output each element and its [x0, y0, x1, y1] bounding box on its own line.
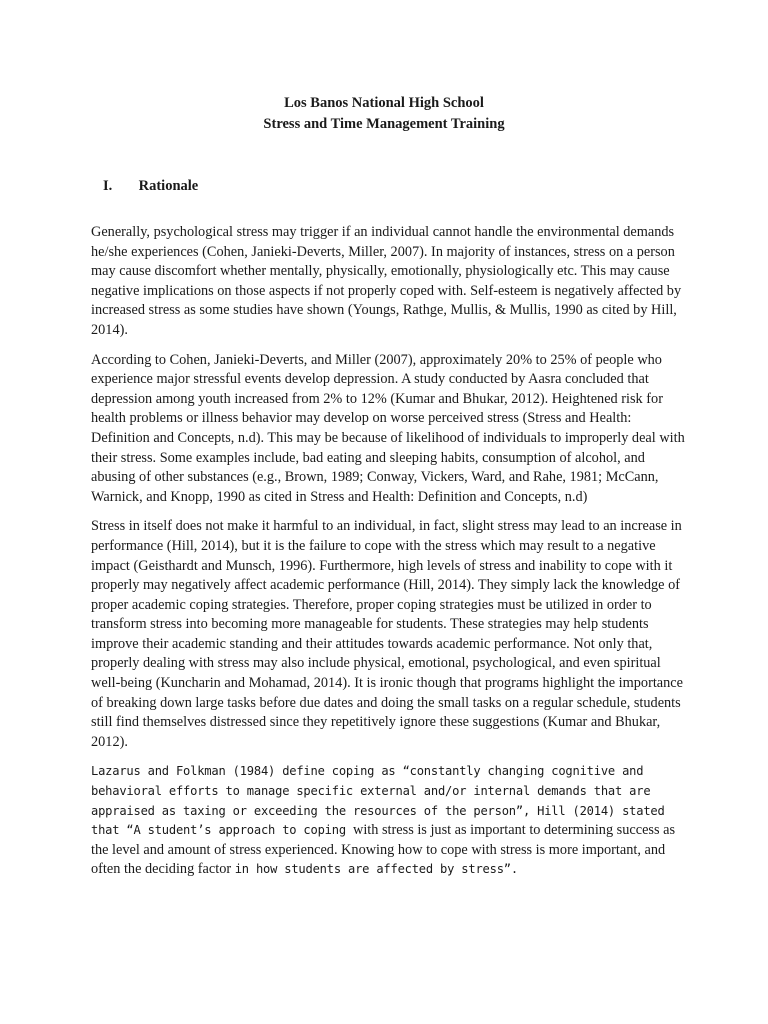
section-title: Rationale: [138, 178, 199, 194]
paragraph-4: [91, 762, 691, 880]
paragraph-3: Stress in itself does not make it harmful to an individual, in fact, slight stress may lead to an increase in performance (Hill, 2014), but it is the failure to cope with the stress which may result to a negative impact (Geisthardt and Munsch, 1996). Furthermore, high levels of stress and inability to cope with it properly may negatively affect academic performance (Hill, 2014). They simply lack the knowledge of proper academic coping strategies. Therefore, proper coping strategies must be utilized in order to transform stress into becoming more manageable for students. These strategies may help students improve their academic standing and their attitudes towards academic performance. Not only that, properly dealing with stress may also include physical, emotional, psychological, and even spiritual well-being (Kuncharin and Mohamad, 2014). It is ironic though that programs highlight the importance of breaking down large tasks before due dates and doing the small tasks on a regular schedule, students still find themselves distressed since they repetitively ignore these suggestions (Kumar and Bhukar, 2012).: [91, 518, 683, 750]
section-number: I.: [103, 178, 113, 194]
body-text: [91, 223, 691, 890]
paragraph-1: Generally, psychological stress may trigger if an individual cannot handle the environmental demands he/she experiences (Cohen, Janieki-Deverts, Miller, 2007). In majority of instances, stress on a person may cause discomfort whether mentally, physically, emotionally, physiologically etc. This may cause negative implications on those aspects if not properly coped with. Self-esteem is negatively affected by increased stress as some studies have shown (Youngs, Rathge, Mullis, & Mullis, 1990 as cited by Hill, 2014).: [91, 224, 682, 338]
paragraph-4-part-1: Lazarus and Folkman (1984) define coping as “constantly changing cognitive and behavioral efforts to manage specific external and/or internal demands that are appraised as taxing or exceeding the resources of the person”, Hill (2014) stated that “A student’s approach to coping: [91, 764, 665, 838]
paragraph-4-part-3: in how students are affected by stress”.: [234, 862, 518, 877]
school-name: Los Banos National High School: [284, 95, 484, 111]
document-header: [0, 93, 768, 135]
section-heading: [103, 176, 198, 196]
paragraph-2: According to Cohen, Janieki-Deverts, and Miller (2007), approximately 20% to 25% of people who experience major stressful events develop depression. A study conducted by Aasra concluded that depression among youth increased from 2% to 12% (Kumar and Bhukar, 2012). Heightened risk for health problems or illness behavior may develop on worse perceived stress (Stress and Health: Definition and Concepts, n.d). This may be because of likelihood of individuals to improperly deal with their stress. Some examples include, bad eating and sleeping habits, consumption of alcohol, and abusing of other substances (e.g., Brown, 1989; Conway, Vickers, Ward, and Rahe, 1981; McCann, Warnick, and Knopp, 1990 as cited in Stress and Health: Definition and Concepts, n.d): [91, 351, 685, 505]
paragraph-4-part-2: with stress is just as important to determining success as the level and amount of stress experienced. Knowing how to cope with stress is more important, and often the deciding factor: [91, 822, 676, 878]
training-title: Stress and Time Management Training: [263, 116, 505, 132]
